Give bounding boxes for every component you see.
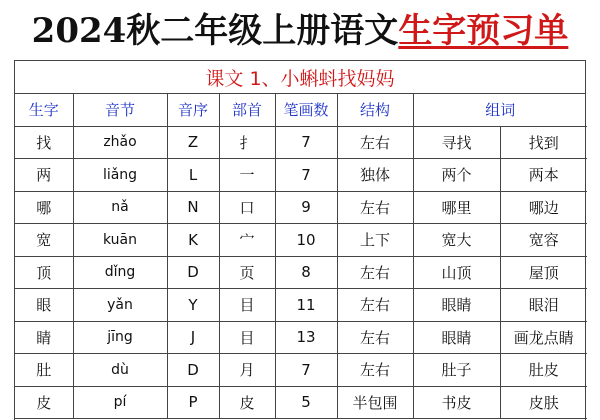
cell-strokes: 8 — [275, 256, 337, 289]
cell-pinyin: liǎng — [73, 159, 167, 192]
cell-word-1: 书皮 — [413, 386, 500, 419]
cell-word-2: 肚皮 — [500, 354, 587, 387]
table-row — [15, 289, 587, 322]
cell-strokes: 7 — [275, 159, 337, 192]
cell-structure: 上下 — [337, 224, 413, 257]
table-row — [15, 126, 587, 159]
cell-structure: 左右 — [337, 321, 413, 354]
cell-word-2: 画龙点睛 — [500, 321, 587, 354]
cell-structure: 独体 — [337, 159, 413, 192]
cell-letter: J — [167, 321, 219, 354]
cell-pinyin: pí — [73, 386, 167, 419]
cell-structure: 左右 — [337, 191, 413, 224]
page-title-main: 2024秋二年级上册语文 — [31, 10, 399, 51]
table-row — [15, 386, 587, 419]
cell-pinyin: yǎn — [73, 289, 167, 322]
cell-word-2: 宽容 — [500, 224, 587, 257]
cell-word-2: 屋顶 — [500, 256, 587, 289]
header-letter: 音序 — [167, 94, 219, 126]
cell-word-1: 宽大 — [413, 224, 500, 257]
table-row — [15, 224, 587, 257]
cell-char: 找 — [15, 126, 73, 159]
cell-radical: 月 — [219, 354, 275, 387]
cell-strokes: 5 — [275, 386, 337, 419]
header-strokes: 笔画数 — [275, 94, 337, 126]
page-title — [0, 0, 600, 54]
cell-letter: N — [167, 191, 219, 224]
table-row — [15, 321, 587, 354]
cell-pinyin: zhǎo — [73, 126, 167, 159]
cell-structure: 左右 — [337, 289, 413, 322]
header-radical: 部首 — [219, 94, 275, 126]
cell-strokes: 10 — [275, 224, 337, 257]
cell-strokes: 13 — [275, 321, 337, 354]
cell-letter: K — [167, 224, 219, 257]
cell-char: 宽 — [15, 224, 73, 257]
cell-pinyin: nǎ — [73, 191, 167, 224]
cell-strokes: 7 — [275, 126, 337, 159]
table-row — [15, 191, 587, 224]
cell-radical: 目 — [219, 321, 275, 354]
cell-structure: 左右 — [337, 354, 413, 387]
cell-char: 哪 — [15, 191, 73, 224]
table-row — [15, 159, 587, 192]
cell-radical: 宀 — [219, 224, 275, 257]
cell-structure: 左右 — [337, 256, 413, 289]
cell-char: 皮 — [15, 386, 73, 419]
lesson-title: 课文 1、小蝌蚪找妈妈 — [15, 61, 585, 94]
cell-pinyin: jīng — [73, 321, 167, 354]
cell-pinyin: dǐng — [73, 256, 167, 289]
header-pinyin: 音节 — [73, 94, 167, 126]
cell-word-2: 眼泪 — [500, 289, 587, 322]
cell-radical: 皮 — [219, 386, 275, 419]
cell-char: 两 — [15, 159, 73, 192]
cell-word-2: 两本 — [500, 159, 587, 192]
cell-strokes: 11 — [275, 289, 337, 322]
cell-word-1: 寻找 — [413, 126, 500, 159]
cell-pinyin: dù — [73, 354, 167, 387]
cell-letter: D — [167, 256, 219, 289]
cell-char: 肚 — [15, 354, 73, 387]
table-row — [15, 256, 587, 289]
header-words: 组词 — [413, 94, 587, 126]
cell-letter: P — [167, 386, 219, 419]
header-row — [15, 94, 587, 126]
cell-word-1: 两个 — [413, 159, 500, 192]
cell-strokes: 7 — [275, 354, 337, 387]
character-table — [15, 94, 587, 419]
cell-letter: L — [167, 159, 219, 192]
cell-structure: 左右 — [337, 126, 413, 159]
cell-letter: Z — [167, 126, 219, 159]
cell-word-2: 哪边 — [500, 191, 587, 224]
page-title-highlight: 生字预习单 — [398, 10, 569, 51]
cell-radical: 目 — [219, 289, 275, 322]
cell-char: 睛 — [15, 321, 73, 354]
cell-word-1: 山顶 — [413, 256, 500, 289]
table-row — [15, 354, 587, 387]
cell-structure: 半包围 — [337, 386, 413, 419]
cell-radical: 扌 — [219, 126, 275, 159]
header-structure: 结构 — [337, 94, 413, 126]
cell-strokes: 9 — [275, 191, 337, 224]
cell-word-2: 皮肤 — [500, 386, 587, 419]
cell-radical: 一 — [219, 159, 275, 192]
cell-word-1: 眼睛 — [413, 289, 500, 322]
cell-radical: 页 — [219, 256, 275, 289]
cell-pinyin: kuān — [73, 224, 167, 257]
cell-word-1: 肚子 — [413, 354, 500, 387]
cell-char: 顶 — [15, 256, 73, 289]
cell-letter: Y — [167, 289, 219, 322]
header-char: 生字 — [15, 94, 73, 126]
worksheet-table — [14, 60, 586, 420]
cell-letter: D — [167, 354, 219, 387]
cell-char: 眼 — [15, 289, 73, 322]
cell-word-2: 找到 — [500, 126, 587, 159]
cell-radical: 口 — [219, 191, 275, 224]
cell-word-1: 眼睛 — [413, 321, 500, 354]
cell-word-1: 哪里 — [413, 191, 500, 224]
